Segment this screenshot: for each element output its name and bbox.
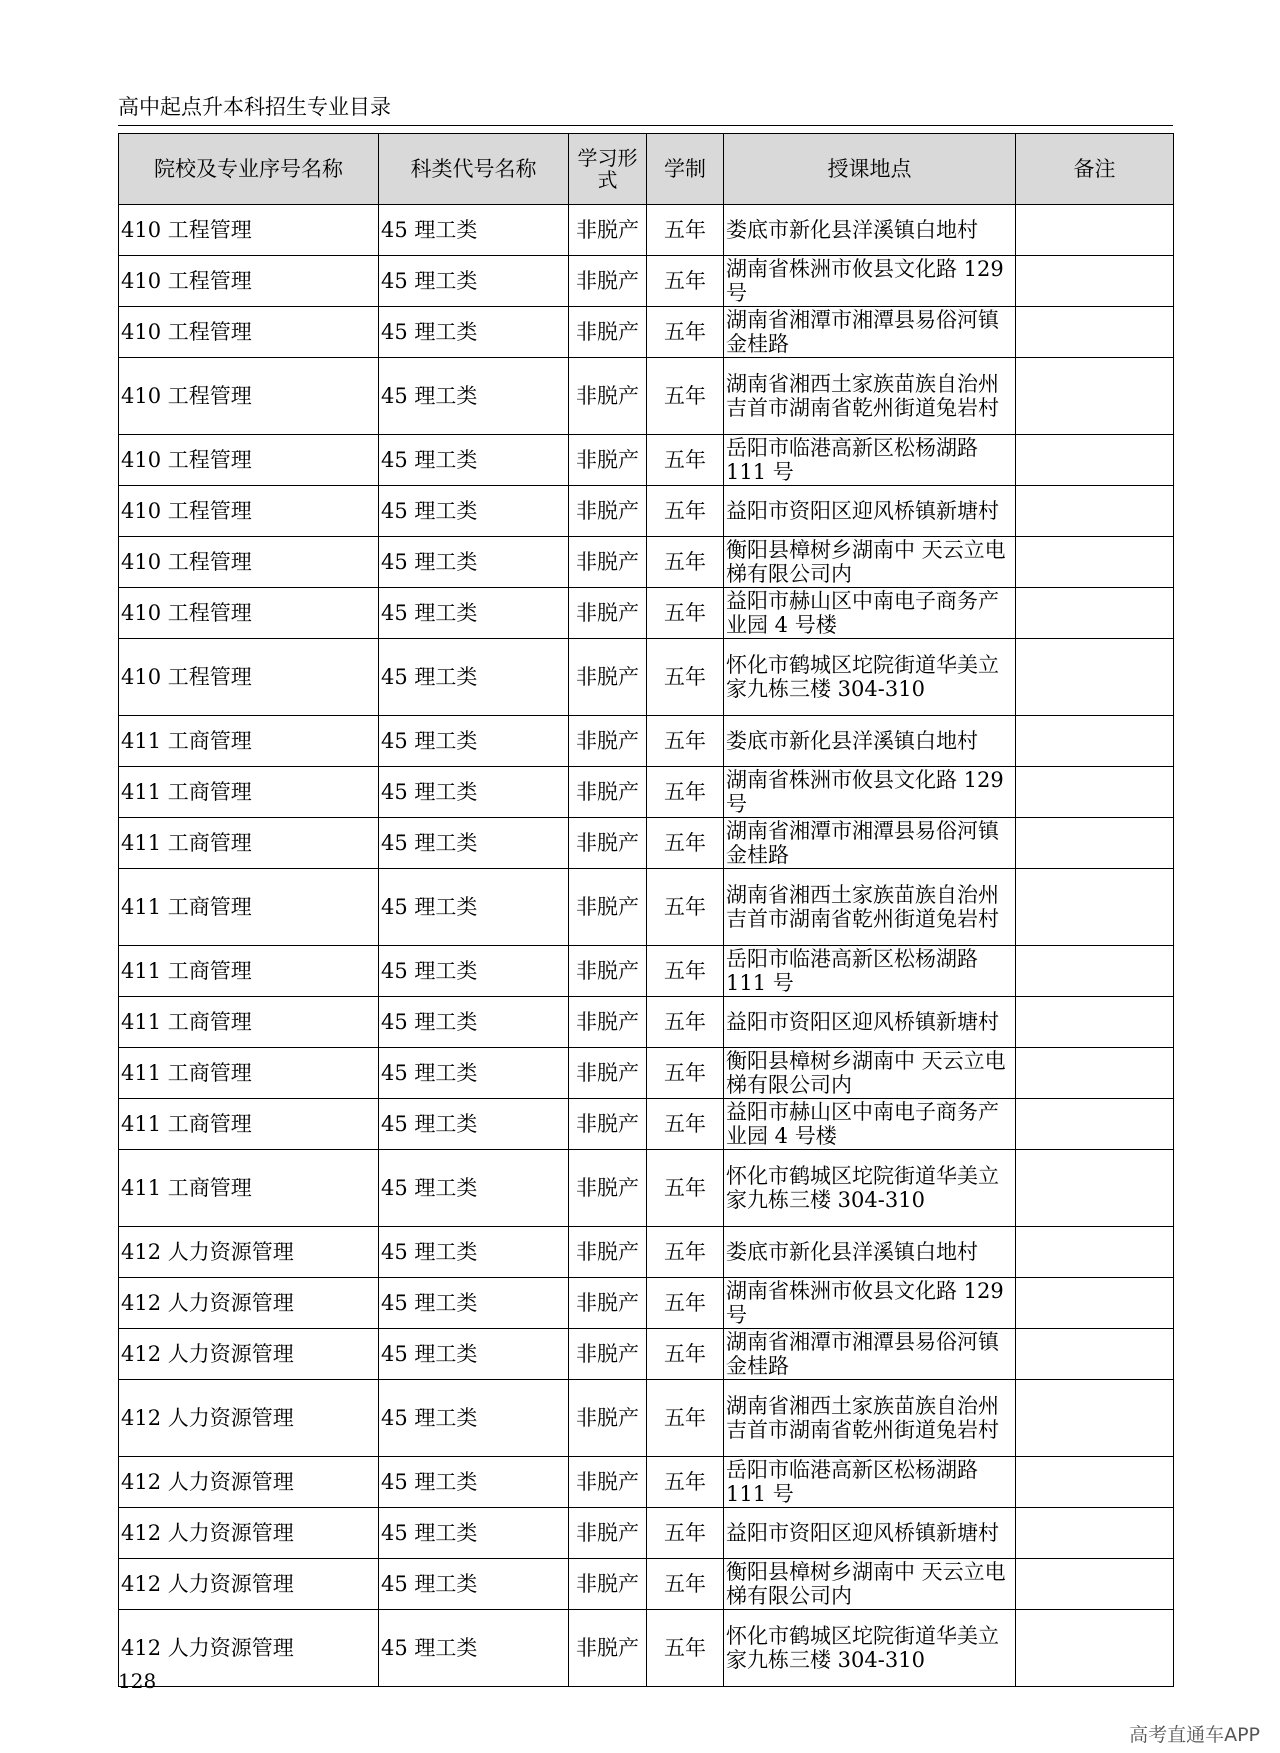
category-cell: 45 理工类	[379, 1150, 569, 1227]
location-cell: 湖南省湘西土家族苗族自治州吉首市湖南省乾州街道兔岩村	[724, 1380, 1016, 1457]
category-cell: 45 理工类	[379, 1227, 569, 1278]
category-cell: 45 理工类	[379, 1099, 569, 1150]
category-cell: 45 理工类	[379, 1508, 569, 1559]
column-header-duration: 学制	[647, 134, 724, 205]
category-cell: 45 理工类	[379, 1457, 569, 1508]
duration-cell: 五年	[647, 997, 724, 1048]
duration-cell: 五年	[647, 946, 724, 997]
table-row	[119, 946, 1174, 997]
major-cell: 410 工程管理	[119, 639, 379, 716]
duration-cell: 五年	[647, 1278, 724, 1329]
table-row	[119, 716, 1174, 767]
category-cell: 45 理工类	[379, 588, 569, 639]
table-row	[119, 639, 1174, 716]
location-cell: 娄底市新化县洋溪镇白地村	[724, 1227, 1016, 1278]
major-cell: 412 人力资源管理	[119, 1559, 379, 1610]
major-cell: 410 工程管理	[119, 256, 379, 307]
category-cell: 45 理工类	[379, 869, 569, 946]
duration-cell: 五年	[647, 767, 724, 818]
category-cell: 45 理工类	[379, 1610, 569, 1687]
major-cell: 410 工程管理	[119, 435, 379, 486]
major-cell: 412 人力资源管理	[119, 1227, 379, 1278]
duration-cell: 五年	[647, 1048, 724, 1099]
study-mode-cell: 非脱产	[569, 716, 647, 767]
table-row	[119, 767, 1174, 818]
table-header	[119, 134, 1174, 205]
table-row	[119, 1508, 1174, 1559]
category-cell: 45 理工类	[379, 818, 569, 869]
table-row	[119, 1380, 1174, 1457]
location-cell: 益阳市赫山区中南电子商务产业园 4 号楼	[724, 588, 1016, 639]
category-cell: 45 理工类	[379, 639, 569, 716]
duration-cell: 五年	[647, 1610, 724, 1687]
page-number: 128	[118, 1669, 157, 1693]
major-cell: 411 工商管理	[119, 1099, 379, 1150]
column-header-study-mode: 学习形式	[569, 134, 647, 205]
duration-cell: 五年	[647, 1329, 724, 1380]
study-mode-cell: 非脱产	[569, 946, 647, 997]
major-cell: 411 工商管理	[119, 1150, 379, 1227]
remarks-cell	[1016, 946, 1174, 997]
major-cell: 412 人力资源管理	[119, 1508, 379, 1559]
table-row	[119, 205, 1174, 256]
study-mode-cell: 非脱产	[569, 767, 647, 818]
major-cell: 412 人力资源管理	[119, 1610, 379, 1687]
remarks-cell	[1016, 588, 1174, 639]
major-cell: 412 人力资源管理	[119, 1457, 379, 1508]
major-cell: 411 工商管理	[119, 946, 379, 997]
study-mode-cell: 非脱产	[569, 588, 647, 639]
table-row	[119, 1329, 1174, 1380]
location-cell: 岳阳市临港高新区松杨湖路 111 号	[724, 946, 1016, 997]
category-cell: 45 理工类	[379, 946, 569, 997]
remarks-cell	[1016, 256, 1174, 307]
table-row	[119, 486, 1174, 537]
major-cell: 411 工商管理	[119, 869, 379, 946]
location-cell: 益阳市资阳区迎风桥镇新塘村	[724, 486, 1016, 537]
category-cell: 45 理工类	[379, 1278, 569, 1329]
study-mode-cell: 非脱产	[569, 307, 647, 358]
table-row	[119, 1457, 1174, 1508]
table-row	[119, 1559, 1174, 1610]
location-cell: 娄底市新化县洋溪镇白地村	[724, 716, 1016, 767]
study-mode-cell: 非脱产	[569, 1457, 647, 1508]
category-cell: 45 理工类	[379, 435, 569, 486]
study-mode-cell: 非脱产	[569, 358, 647, 435]
major-cell: 411 工商管理	[119, 716, 379, 767]
remarks-cell	[1016, 537, 1174, 588]
remarks-cell	[1016, 639, 1174, 716]
major-cell: 411 工商管理	[119, 818, 379, 869]
table-row	[119, 818, 1174, 869]
duration-cell: 五年	[647, 256, 724, 307]
location-cell: 湖南省株洲市攸县文化路 129 号	[724, 256, 1016, 307]
location-cell: 娄底市新化县洋溪镇白地村	[724, 205, 1016, 256]
location-cell: 衡阳县樟树乡湖南中 天云立电梯有限公司内	[724, 1559, 1016, 1610]
remarks-cell	[1016, 818, 1174, 869]
duration-cell: 五年	[647, 818, 724, 869]
category-cell: 45 理工类	[379, 997, 569, 1048]
remarks-cell	[1016, 205, 1174, 256]
duration-cell: 五年	[647, 639, 724, 716]
major-cell: 411 工商管理	[119, 767, 379, 818]
study-mode-cell: 非脱产	[569, 1508, 647, 1559]
location-cell: 湖南省湘西土家族苗族自治州吉首市湖南省乾州街道兔岩村	[724, 869, 1016, 946]
remarks-cell	[1016, 1099, 1174, 1150]
major-cell: 411 工商管理	[119, 997, 379, 1048]
duration-cell: 五年	[647, 1457, 724, 1508]
column-header-category: 科类代号名称	[379, 134, 569, 205]
remarks-cell	[1016, 1227, 1174, 1278]
running-header: 高中起点升本科招生专业目录	[118, 95, 391, 119]
table-row	[119, 588, 1174, 639]
remarks-cell	[1016, 307, 1174, 358]
duration-cell: 五年	[647, 537, 724, 588]
study-mode-cell: 非脱产	[569, 1380, 647, 1457]
major-cell: 412 人力资源管理	[119, 1329, 379, 1380]
remarks-cell	[1016, 1380, 1174, 1457]
duration-cell: 五年	[647, 358, 724, 435]
duration-cell: 五年	[647, 1380, 724, 1457]
table-row	[119, 1610, 1174, 1687]
table-row	[119, 435, 1174, 486]
major-cell: 412 人力资源管理	[119, 1278, 379, 1329]
column-header-remarks: 备注	[1016, 134, 1174, 205]
location-cell: 益阳市赫山区中南电子商务产业园 4 号楼	[724, 1099, 1016, 1150]
duration-cell: 五年	[647, 1508, 724, 1559]
location-cell: 湖南省株洲市攸县文化路 129 号	[724, 767, 1016, 818]
major-cell: 410 工程管理	[119, 205, 379, 256]
location-cell: 怀化市鹤城区坨院街道华美立家九栋三楼 304-310	[724, 1610, 1016, 1687]
remarks-cell	[1016, 1278, 1174, 1329]
location-cell: 岳阳市临港高新区松杨湖路 111 号	[724, 435, 1016, 486]
category-cell: 45 理工类	[379, 307, 569, 358]
category-cell: 45 理工类	[379, 256, 569, 307]
location-cell: 岳阳市临港高新区松杨湖路 111 号	[724, 1457, 1016, 1508]
table-row	[119, 1227, 1174, 1278]
study-mode-cell: 非脱产	[569, 869, 647, 946]
watermark: 高考直通车APP	[1129, 1724, 1260, 1746]
header-divider	[118, 125, 1173, 126]
remarks-cell	[1016, 869, 1174, 946]
duration-cell: 五年	[647, 1227, 724, 1278]
study-mode-cell: 非脱产	[569, 1227, 647, 1278]
major-cell: 410 工程管理	[119, 358, 379, 435]
duration-cell: 五年	[647, 869, 724, 946]
remarks-cell	[1016, 1457, 1174, 1508]
duration-cell: 五年	[647, 716, 724, 767]
table-row	[119, 537, 1174, 588]
study-mode-cell: 非脱产	[569, 256, 647, 307]
table-body	[119, 205, 1174, 1687]
category-cell: 45 理工类	[379, 537, 569, 588]
table-row	[119, 1150, 1174, 1227]
duration-cell: 五年	[647, 1559, 724, 1610]
table-row	[119, 1048, 1174, 1099]
category-cell: 45 理工类	[379, 767, 569, 818]
study-mode-cell: 非脱产	[569, 639, 647, 716]
location-cell: 衡阳县樟树乡湖南中 天云立电梯有限公司内	[724, 1048, 1016, 1099]
remarks-cell	[1016, 1559, 1174, 1610]
table-row	[119, 997, 1174, 1048]
study-mode-cell: 非脱产	[569, 486, 647, 537]
column-header-location: 授课地点	[724, 134, 1016, 205]
table-row	[119, 1278, 1174, 1329]
study-mode-cell: 非脱产	[569, 1610, 647, 1687]
table-row	[119, 256, 1174, 307]
major-cell: 410 工程管理	[119, 486, 379, 537]
remarks-cell	[1016, 767, 1174, 818]
category-cell: 45 理工类	[379, 486, 569, 537]
location-cell: 怀化市鹤城区坨院街道华美立家九栋三楼 304-310	[724, 639, 1016, 716]
duration-cell: 五年	[647, 435, 724, 486]
remarks-cell	[1016, 358, 1174, 435]
table-header-row	[119, 134, 1174, 205]
study-mode-cell: 非脱产	[569, 818, 647, 869]
study-mode-cell: 非脱产	[569, 1099, 647, 1150]
major-cell: 410 工程管理	[119, 307, 379, 358]
major-cell: 411 工商管理	[119, 1048, 379, 1099]
location-cell: 衡阳县樟树乡湖南中 天云立电梯有限公司内	[724, 537, 1016, 588]
duration-cell: 五年	[647, 205, 724, 256]
major-cell: 412 人力资源管理	[119, 1380, 379, 1457]
column-header-major: 院校及专业序号名称	[119, 134, 379, 205]
category-cell: 45 理工类	[379, 205, 569, 256]
study-mode-cell: 非脱产	[569, 1329, 647, 1380]
remarks-cell	[1016, 716, 1174, 767]
study-mode-cell: 非脱产	[569, 997, 647, 1048]
table-row	[119, 1099, 1174, 1150]
remarks-cell	[1016, 1610, 1174, 1687]
table-row	[119, 358, 1174, 435]
study-mode-cell: 非脱产	[569, 205, 647, 256]
category-cell: 45 理工类	[379, 358, 569, 435]
study-mode-cell: 非脱产	[569, 1278, 647, 1329]
category-cell: 45 理工类	[379, 716, 569, 767]
location-cell: 湖南省株洲市攸县文化路 129 号	[724, 1278, 1016, 1329]
table-row	[119, 307, 1174, 358]
location-cell: 益阳市资阳区迎风桥镇新塘村	[724, 997, 1016, 1048]
category-cell: 45 理工类	[379, 1559, 569, 1610]
remarks-cell	[1016, 435, 1174, 486]
study-mode-cell: 非脱产	[569, 1150, 647, 1227]
category-cell: 45 理工类	[379, 1048, 569, 1099]
study-mode-cell: 非脱产	[569, 537, 647, 588]
remarks-cell	[1016, 1508, 1174, 1559]
remarks-cell	[1016, 486, 1174, 537]
remarks-cell	[1016, 997, 1174, 1048]
category-cell: 45 理工类	[379, 1329, 569, 1380]
major-catalog-table	[118, 133, 1174, 1687]
location-cell: 怀化市鹤城区坨院街道华美立家九栋三楼 304-310	[724, 1150, 1016, 1227]
duration-cell: 五年	[647, 588, 724, 639]
remarks-cell	[1016, 1150, 1174, 1227]
duration-cell: 五年	[647, 307, 724, 358]
table-row	[119, 869, 1174, 946]
study-mode-cell: 非脱产	[569, 435, 647, 486]
remarks-cell	[1016, 1329, 1174, 1380]
duration-cell: 五年	[647, 1099, 724, 1150]
duration-cell: 五年	[647, 486, 724, 537]
duration-cell: 五年	[647, 1150, 724, 1227]
location-cell: 湖南省湘西土家族苗族自治州吉首市湖南省乾州街道兔岩村	[724, 358, 1016, 435]
location-cell: 湖南省湘潭市湘潭县易俗河镇金桂路	[724, 1329, 1016, 1380]
major-cell: 410 工程管理	[119, 588, 379, 639]
major-cell: 410 工程管理	[119, 537, 379, 588]
study-mode-cell: 非脱产	[569, 1048, 647, 1099]
category-cell: 45 理工类	[379, 1380, 569, 1457]
location-cell: 益阳市资阳区迎风桥镇新塘村	[724, 1508, 1016, 1559]
remarks-cell	[1016, 1048, 1174, 1099]
location-cell: 湖南省湘潭市湘潭县易俗河镇金桂路	[724, 818, 1016, 869]
location-cell: 湖南省湘潭市湘潭县易俗河镇金桂路	[724, 307, 1016, 358]
study-mode-cell: 非脱产	[569, 1559, 647, 1610]
